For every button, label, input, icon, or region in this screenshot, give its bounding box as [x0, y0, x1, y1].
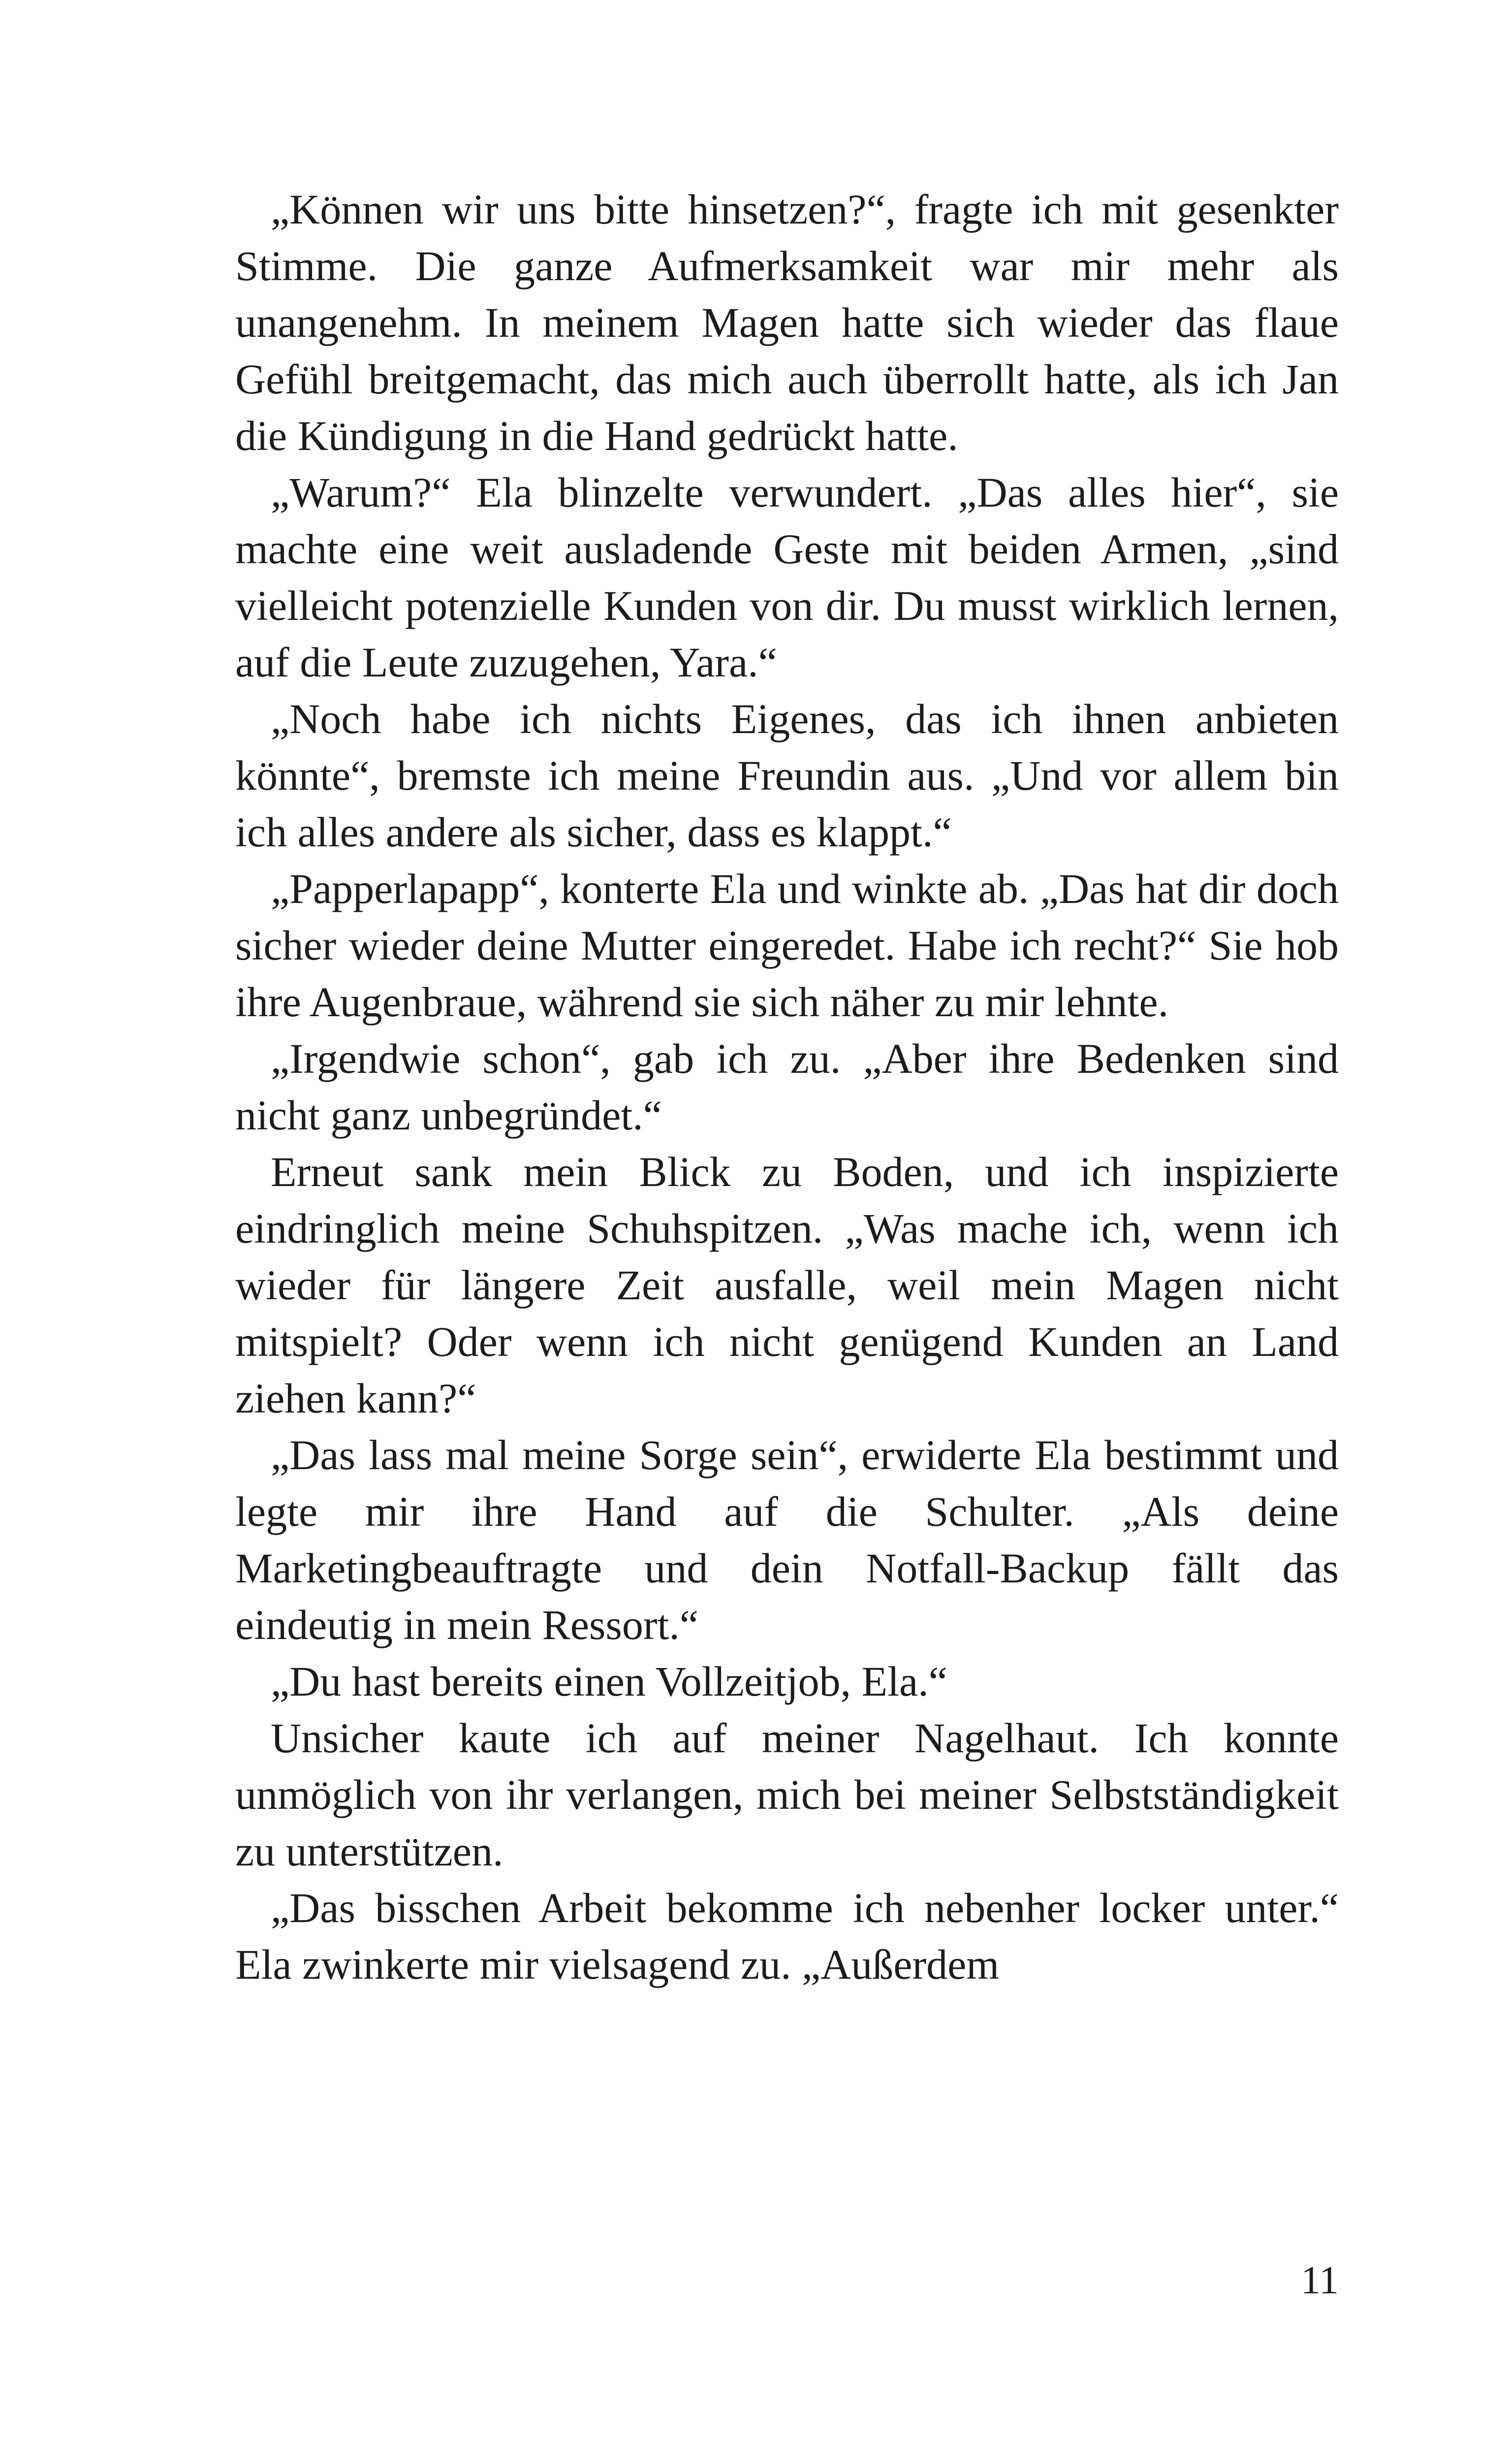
- paragraph-7: „Das lass mal meine Sorge sein“, erwiderte Ela bestimmt und legte mir ihre Hand auf die Schulter. „Als deine Marketingbeauftragte und dein Notfall-Backup fällt das eindeutig in mein Ressort.“: [235, 1431, 1339, 1648]
- paragraph-8: „Du hast bereits einen Vollzeitjob, Ela.“: [271, 1658, 947, 1705]
- paragraph-9: Unsicher kaute ich auf meiner Nagelhaut. Ich konnte unmöglich von ihr verlangen, mich bei meiner Selbstständigkeit zu unterstützen.: [235, 1714, 1339, 1875]
- paragraph-1: „Können wir uns bitte hinsetzen?“, fragte ich mit gesenkter Stimme. Die ganze Aufmerksamkeit war mir mehr als unangenehm. In meinem Magen hatte sich wieder das flaue Gefühl breitgemacht, das mich auch überrollt hatte, als ich Jan die Kündigung in die Hand gedrückt hatte.: [235, 186, 1339, 459]
- body-text: [235, 181, 1339, 1993]
- paragraph-3: „Noch habe ich nichts Eigenes, das ich ihnen anbieten könnte“, bremste ich meine Freundin aus. „Und vor allem bin ich alles andere als sicher, dass es klappt.“: [235, 695, 1339, 856]
- paragraph-6: Erneut sank mein Blick zu Boden, und ich inspizierte eindringlich meine Schuhspitzen. „Was mache ich, wenn ich wieder für längere Zeit ausfalle, weil mein Magen nicht mitspielt? Oder wenn ich nicht genügend Kunden an Land ziehen kann?“: [235, 1148, 1339, 1422]
- paragraph-4: „Papperlapapp“, konterte Ela und winkte ab. „Das hat dir doch sicher wieder deine Mutter eingeredet. Habe ich recht?“ Sie hob ihre Augenbraue, während sie sich näher zu mir lehnte.: [235, 865, 1339, 1026]
- paragraph-5: „Irgendwie schon“, gab ich zu. „Aber ihre Bedenken sind nicht ganz unbegründet.“: [235, 1035, 1339, 1139]
- page-number: 11: [1300, 2259, 1339, 2302]
- paragraph-10: „Das bisschen Arbeit bekomme ich nebenher locker unter.“ Ela zwinkerte mir vielsagend zu. „Außerdem: [235, 1884, 1339, 1988]
- paragraph-2: „Warum?“ Ela blinzelte verwundert. „Das alles hier“, sie machte eine weit ausladende Geste mit beiden Armen, „sind vielleicht potenzielle Kunden von dir. Du musst wirklich lernen, auf die Leute zuzugehen, Yara.“: [235, 469, 1339, 686]
